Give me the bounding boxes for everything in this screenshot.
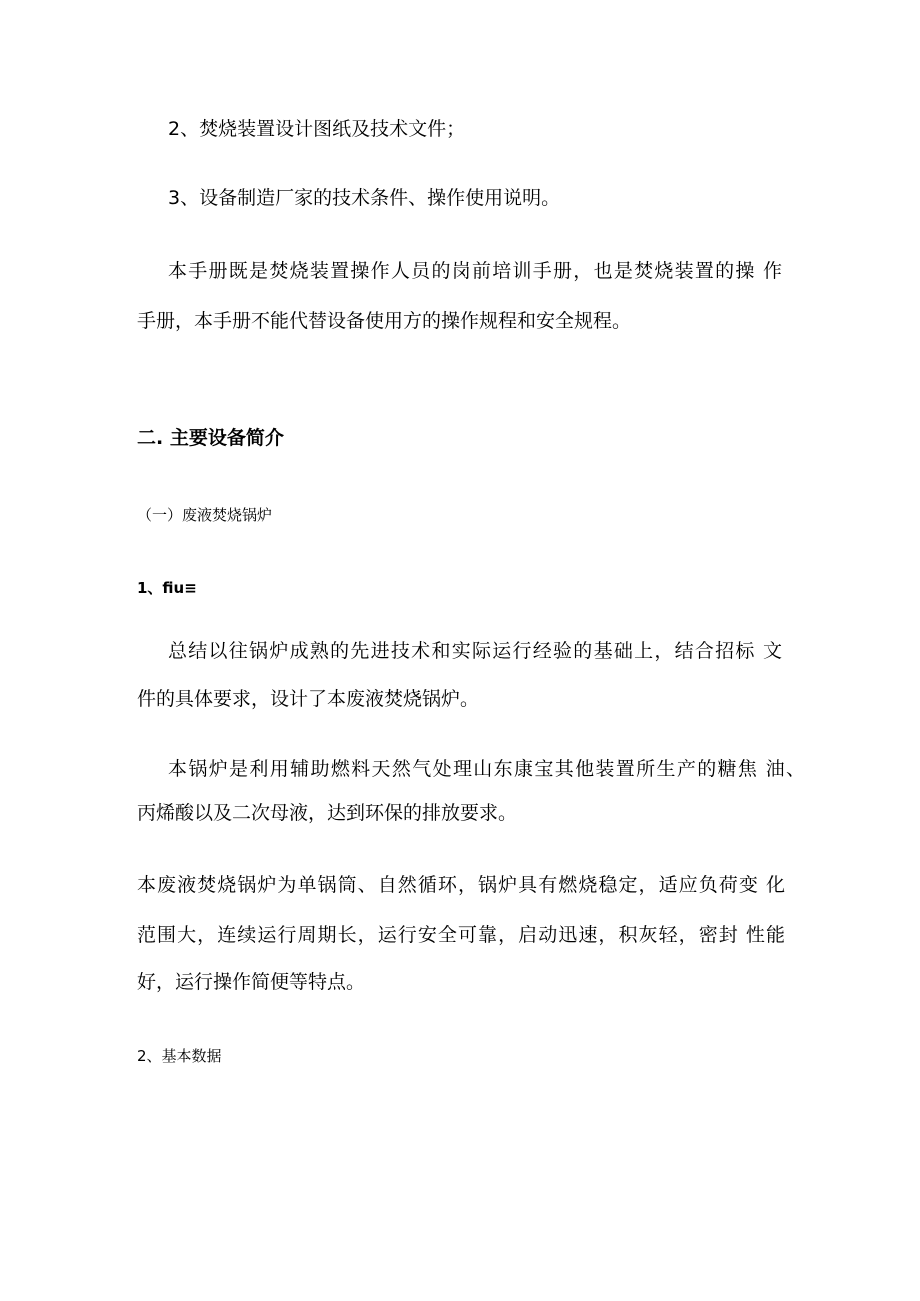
subsection-heading: （一）废液焚烧锅炉 [137, 506, 273, 524]
list-item-3: 3、设备制造厂家的技术条件、操作使用说明。 [168, 187, 561, 209]
paragraph-1-line-2: 件的具体要求，设计了本废液焚烧锅炉。 [137, 688, 480, 710]
paragraph-3-line-3: 好，运行操作简便等特点。 [137, 971, 366, 993]
paragraph-2-line-2: 丙烯酸以及二次母液，达到环保的排放要求。 [137, 802, 518, 824]
paragraph-2-line-1: 本锅炉是利用辅助燃料天然气处理山东康宝其他装置所生产的糖焦 油、 [168, 758, 805, 780]
intro-paragraph-line-2: 手册，本手册不能代替设备使用方的操作规程和安全规程。 [137, 310, 632, 332]
section-heading: 二. 主要设备简介 [137, 427, 284, 449]
list-item-2: 2、焚烧装置设计图纸及技术文件； [168, 118, 466, 140]
intro-paragraph-line-1: 本手册既是焚烧装置操作人员的岗前培训手册，也是焚烧装置的操 作 [168, 260, 782, 282]
item-2-heading: 2、基本数据 [137, 1047, 222, 1065]
item-1-heading: 1、fiu≡ [137, 579, 197, 597]
paragraph-3-line-2: 范围大，连续运行周期长，运行安全可靠，启动迅速，积灰轻，密封 性能 [137, 924, 785, 946]
paragraph-1-line-1: 总结以往锅炉成熟的先进技术和实际运行经验的基础上，结合招标 文 [168, 640, 782, 662]
paragraph-3-line-1: 本废液焚烧锅炉为单锅筒、自然循环，锅炉具有燃烧稳定，适应负荷变 化 [137, 874, 785, 896]
